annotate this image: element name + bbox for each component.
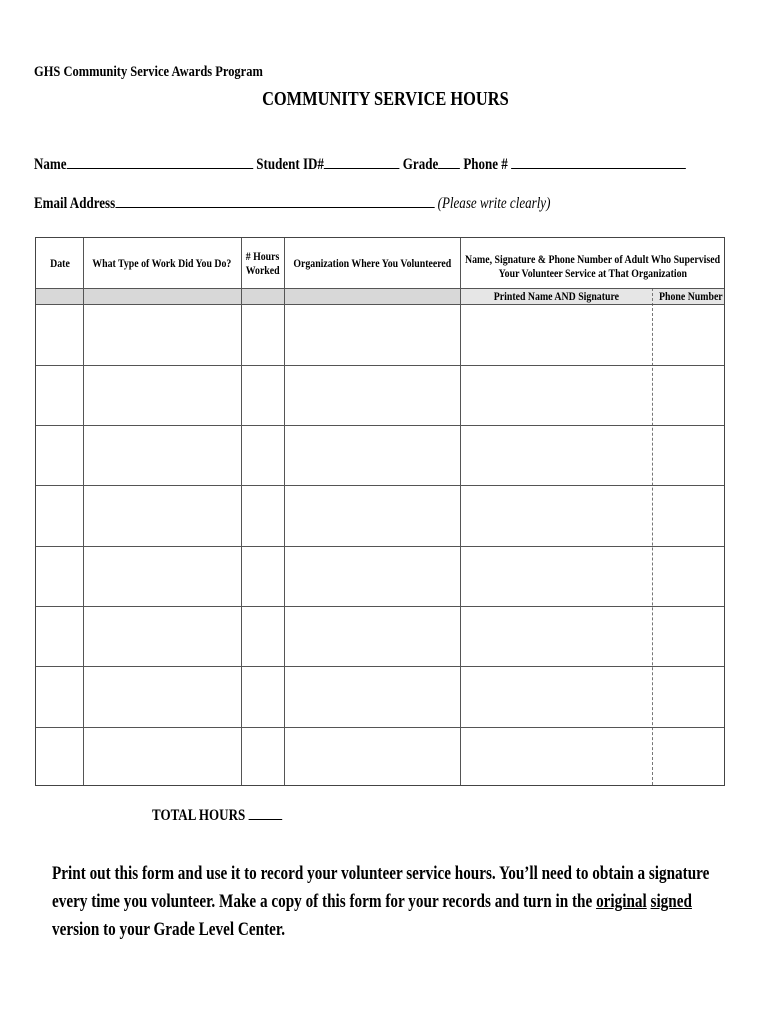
email-hint: (Please write clearly): [437, 195, 551, 212]
phone-label: Phone #: [463, 156, 508, 173]
name-field[interactable]: [67, 153, 253, 169]
email-field[interactable]: [115, 192, 434, 208]
instructions-note: Print out this form and use it to record your volunteer service hours. You’ll need to obtain a signature every time you volunteer. Make a copy of this form for your records and turn in the original signed version to your Grade Level Center.: [52, 863, 710, 940]
total-hours-label: TOTAL HOURS: [152, 807, 246, 824]
email-line: [34, 192, 550, 213]
col-supervisor-header: Name, Signature & Phone Number of Adult Who Supervised Your Volunteer Service at That Organization: [465, 252, 721, 280]
email-label: Email Address: [34, 195, 116, 212]
grade-field[interactable]: [438, 153, 460, 169]
header-band: [36, 288, 460, 304]
student-id-label: Student ID#: [256, 156, 324, 173]
col-date-header: Date: [49, 256, 70, 270]
page-title-text: COMMUNITY SERVICE HOURS: [261, 88, 509, 110]
total-hours-field[interactable]: [248, 804, 282, 820]
service-hours-table: [35, 237, 725, 786]
name-label: Name: [34, 156, 67, 173]
student-id-field[interactable]: [324, 153, 400, 169]
page-title: [0, 88, 770, 111]
note-original: original: [596, 891, 647, 912]
total-hours-line: [152, 804, 282, 825]
note-signed: signed: [650, 891, 692, 912]
col-organization-header: Organization Where You Volunteered: [293, 256, 451, 270]
organization-name: GHS Community Service Awards Program: [34, 64, 263, 80]
student-info-line: [34, 153, 686, 174]
phone-number-subheader: Phone Number: [658, 289, 723, 303]
grade-label: Grade: [402, 156, 439, 173]
col-hours-header: # Hours Worked: [245, 249, 280, 277]
printed-name-subheader: Printed Name AND Signature: [493, 289, 619, 303]
phone-field[interactable]: [511, 153, 686, 169]
col-work-header: What Type of Work Did You Do?: [92, 256, 232, 270]
